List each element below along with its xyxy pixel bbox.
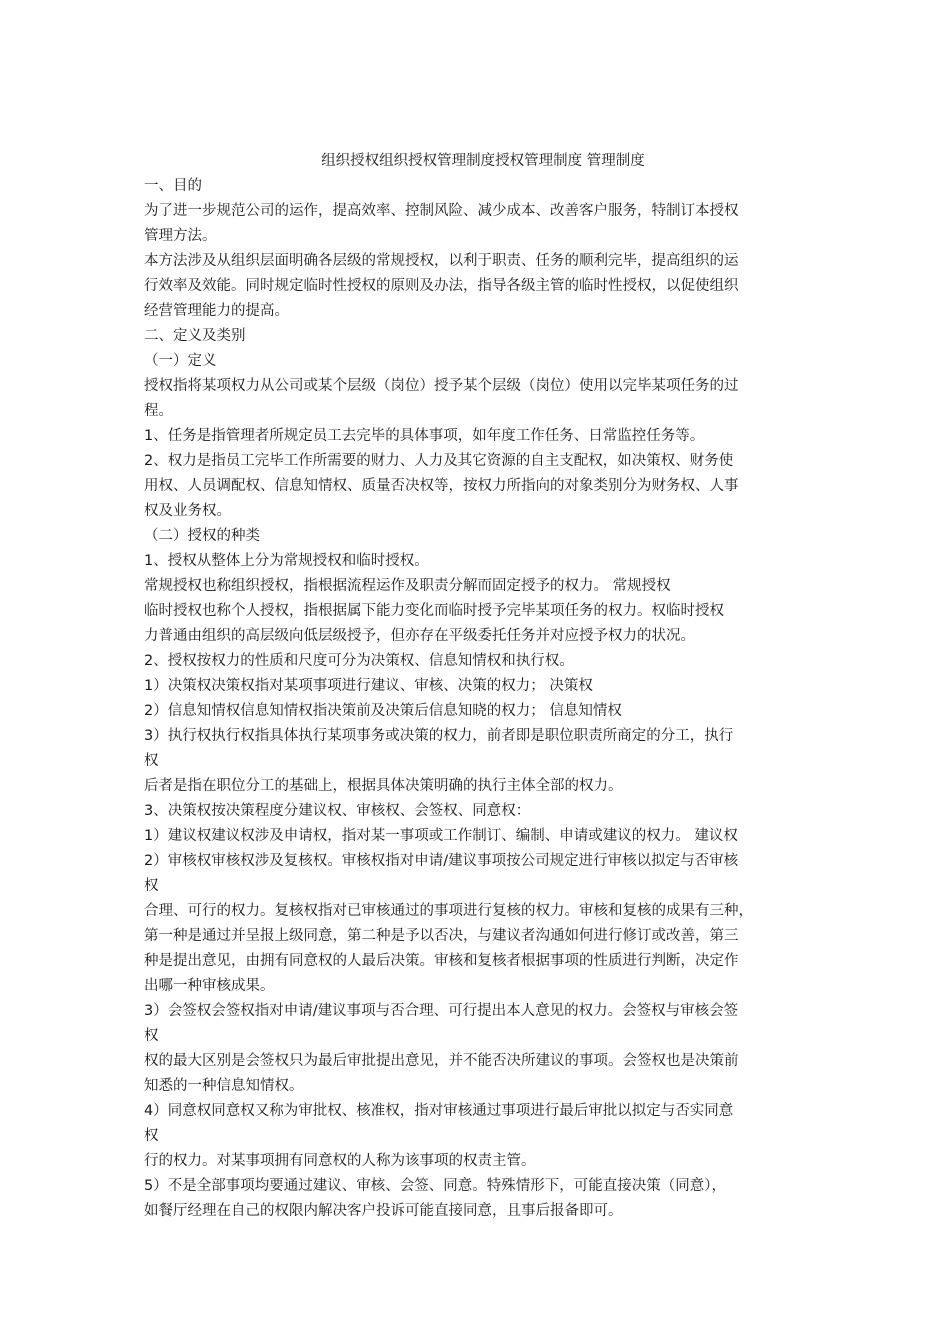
text-line: 2）信息知情权信息知情权指决策前及决策后信息知晓的权力； 信息知情权 bbox=[144, 703, 622, 719]
text-line: 行效率及效能。同时规定临时性授权的原则及办法，指导各级主管的临时性授权，以促使组织 bbox=[144, 278, 739, 294]
text-line: 1、授权从整体上分为常规授权和临时授权。 bbox=[144, 553, 429, 569]
document-body bbox=[144, 149, 814, 1224]
text-line: 为了进一步规范公司的运作，提高效率、控制风险、减少成本、改善客户服务，特制订本授权 bbox=[144, 203, 739, 219]
text-line: 如餐厅经理在自己的权限内解决客户投诉可能直接同意，且事后报备即可。 bbox=[144, 1203, 623, 1219]
text-line: 1）建议权建议权涉及申请权，指对某一事项或工作制订、编制、申请或建议的权力。 建议权 bbox=[144, 828, 738, 844]
document-title: 组织授权组织授权管理制度授权管理制度 管理制度 bbox=[321, 153, 645, 169]
text-line: 管理方法。 bbox=[144, 228, 217, 244]
text-line: 种是提出意见，由拥有同意权的人最后决策。审核和复核者根据事项的性质进行判断，决定作 bbox=[144, 953, 739, 969]
text-line: 本方法涉及从组织层面明确各层级的常规授权，以利于职责、任务的顺利完毕，提高组织的运 bbox=[144, 253, 739, 269]
text-line: 权 bbox=[144, 1128, 159, 1144]
text-line: 临时授权也称个人授权，指根据属下能力变化而临时授予完毕某项任务的权力。权临时授权 bbox=[144, 603, 724, 619]
text-line: 一、目的 bbox=[144, 178, 202, 194]
text-line: 常规授权也称组织授权，指根据流程运作及职责分解而固定授予的权力。 常规授权 bbox=[144, 578, 671, 594]
text-line: 权 bbox=[144, 1028, 159, 1044]
text-line: 授权指将某项权力从公司或某个层级（岗位）授予某个层级（岗位）使用以完毕某项任务的过 bbox=[144, 378, 739, 394]
document-lines bbox=[144, 174, 814, 1224]
text-line: 2、权力是指员工完毕工作所需要的财力、人力及其它资源的自主支配权，如决策权、财务使 bbox=[144, 453, 734, 469]
text-line: 知悉的一种信息知情权。 bbox=[144, 1078, 304, 1094]
text-line: 1）决策权决策权指对某项事项进行建议、审核、决策的权力； 决策权 bbox=[144, 678, 593, 694]
text-line: 出哪一种审核成果。 bbox=[144, 978, 275, 994]
text-line: （一）定义 bbox=[144, 353, 217, 369]
text-line: 权的最大区别是会签权只为最后审批提出意见，并不能否决所建议的事项。会签权也是决策前 bbox=[144, 1053, 739, 1069]
text-line: 4）同意权同意权又称为审批权、核准权，指对审核通过事项进行最后审批以拟定与否实同意 bbox=[144, 1103, 734, 1119]
text-line: 行的权力。对某事项拥有同意权的人称为该事项的权责主管。 bbox=[144, 1153, 536, 1169]
text-line: 3、决策权按决策程度分建议权、审核权、会签权、同意权： bbox=[144, 803, 531, 819]
text-line: 1、任务是指管理者所规定员工去完毕的具体事项，如年度工作任务、日常监控任务等。 bbox=[144, 428, 705, 444]
text-line: 力普通由组织的高层级向低层级授予，但亦存在平级委托任务并对应授予权力的状况。 bbox=[144, 628, 695, 644]
text-line: 后者是指在职位分工的基础上，根据具体决策明确的执行主体全部的权力。 bbox=[144, 778, 623, 794]
text-line: 用权、人员调配权、信息知情权、质量否决权等，按权力所指向的对象类别分为财务权、人事 bbox=[144, 478, 739, 494]
text-line: 5）不是全部事项均要通过建议、审核、会签、同意。特殊情形下，可能直接决策（同意）， bbox=[144, 1178, 726, 1194]
text-line: 权 bbox=[144, 878, 159, 894]
text-line: 权 bbox=[144, 753, 159, 769]
text-line: 第一种是通过并呈报上级同意，第二种是予以否决，与建议者沟通如何进行修订或改善，第三 bbox=[144, 928, 739, 944]
text-line: 3）执行权执行权指具体执行某项事务或决策的权力，前者即是职位职责所商定的分工，执行 bbox=[144, 728, 734, 744]
text-line: 2、授权按权力的性质和尺度可分为决策权、信息知情权和执行权。 bbox=[144, 653, 574, 669]
text-line: （二）授权的种类 bbox=[144, 528, 260, 544]
text-line: 二、定义及类别 bbox=[144, 328, 246, 344]
text-line: 合理、可行的权力。复核权指对已审核通过的事项进行复核的权力。审核和复核的成果有三种， bbox=[144, 903, 753, 919]
text-line: 程。 bbox=[144, 403, 173, 419]
text-line: 3）会签权会签权指对申请/建议事项与否合理、可行提出本人意见的权力。会签权与审核会签 bbox=[144, 1003, 739, 1019]
text-line: 2）审核权审核权涉及复核权。审核权指对申请/建议事项按公司规定进行审核以拟定与否审核 bbox=[144, 853, 739, 869]
text-line: 经营管理能力的提高。 bbox=[144, 303, 289, 319]
text-line: 权及业务权。 bbox=[144, 503, 231, 519]
